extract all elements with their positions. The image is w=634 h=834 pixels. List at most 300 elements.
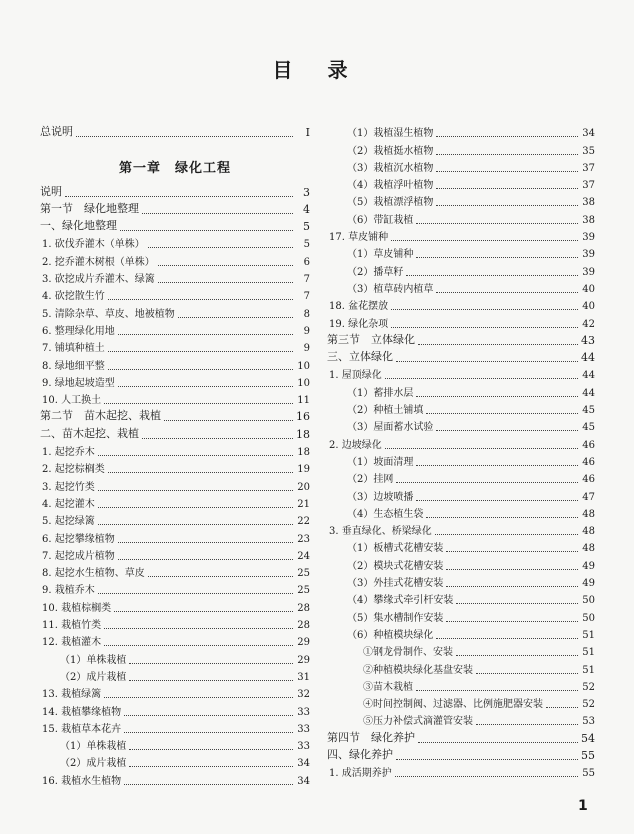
toc-entry[interactable]: [40, 735, 310, 752]
toc-entry[interactable]: [40, 458, 310, 475]
toc-entry[interactable]: [40, 752, 310, 769]
toc-entry[interactable]: [327, 433, 595, 450]
dot-leader: [436, 637, 578, 639]
toc-entry[interactable]: [40, 769, 310, 786]
toc-entry-page: 39: [582, 232, 595, 244]
toc-entry-page: 22: [297, 516, 310, 528]
toc-entry-label: 第四节 绿化养护: [327, 730, 415, 744]
toc-entry-label: 9. 栽植乔木: [42, 585, 95, 597]
toc-entry-page: 51: [582, 664, 595, 676]
toc-entry[interactable]: [327, 260, 595, 277]
dot-leader: [426, 516, 578, 518]
dot-leader: [65, 195, 293, 197]
dot-leader: [416, 222, 578, 224]
toc-entry[interactable]: [327, 208, 595, 225]
toc-entry[interactable]: [40, 285, 310, 302]
dot-leader: [418, 741, 578, 743]
toc-entry[interactable]: [327, 520, 595, 537]
toc-entry-label: 6. 起挖攀缘植物: [42, 533, 115, 545]
toc-entry-label: （6）带缸栽植: [347, 214, 414, 226]
toc-entry-page: 29: [297, 654, 310, 666]
toc-entry-page: 28: [297, 602, 310, 614]
toc-entry[interactable]: [40, 199, 310, 216]
toc-entry-page: 47: [582, 491, 595, 503]
toc-entry[interactable]: [40, 648, 310, 665]
toc-entry-page: 38: [582, 197, 595, 209]
toc-entry-page: 31: [297, 671, 310, 683]
toc-entry[interactable]: [40, 683, 310, 700]
dot-leader: [391, 239, 578, 241]
toc-entry[interactable]: [40, 700, 310, 717]
toc-entry-page: 49: [582, 578, 595, 590]
toc-entry-label: 1. 砍伐乔灌木（单株）: [42, 239, 145, 251]
toc-entry[interactable]: [327, 554, 595, 571]
dot-leader: [108, 298, 293, 300]
toc-entry-label: ③苗木栽植: [363, 681, 413, 693]
toc-entry-page: 45: [582, 422, 595, 434]
toc-entry-page: 6: [303, 256, 310, 268]
toc-entry-page: 5: [303, 239, 310, 251]
toc-entry-label: （2）播草籽: [347, 266, 404, 278]
toc-entry[interactable]: [327, 468, 595, 485]
toc-entry-label: 4. 砍挖散生竹: [42, 291, 105, 303]
toc-entry-label: 4. 起挖灌木: [42, 498, 95, 510]
toc-entry-label: （2）栽植挺水植物: [347, 145, 434, 157]
toc-entry-label: 第一节 绿化地整理: [40, 201, 139, 215]
toc-entry-label: 第二节 苗木起挖、栽植: [40, 409, 161, 423]
toc-entry-label: 12. 栽植灌木: [42, 637, 102, 649]
dot-leader: [104, 627, 293, 629]
toc-entry-label: ④时间控制阀、过滤器、比例施肥器安装: [363, 699, 543, 711]
toc-entry-page: 51: [582, 647, 595, 659]
toc-entry[interactable]: [327, 157, 595, 174]
toc-entry-page: 18: [296, 427, 310, 441]
dot-leader: [120, 229, 293, 231]
toc-entry-label: 13. 栽植绿篱: [42, 689, 102, 701]
toc-entry-page: 44: [582, 370, 595, 382]
toc-entry-label: 1. 屋顶绿化: [329, 370, 382, 382]
toc-entry-label: （6）种植模块绿化: [347, 629, 434, 641]
toc-entry[interactable]: [40, 268, 310, 285]
toc-entry-label: （1）单株栽植: [60, 654, 127, 666]
dot-leader: [114, 610, 293, 612]
dot-leader: [124, 714, 293, 716]
toc-entry[interactable]: [327, 139, 595, 156]
toc-entry-page: 44: [581, 351, 595, 365]
dot-leader: [416, 395, 578, 397]
toc-entry-label: 2. 起挖棕榈类: [42, 464, 105, 476]
toc-entry-page: 8: [303, 308, 310, 320]
toc-entry-label: 17. 草皮铺种: [329, 232, 389, 244]
toc-entry-page: 51: [582, 629, 595, 641]
toc-entry-label: 16. 栽植水生植物: [42, 775, 122, 787]
toc-entry-label: 2. 挖乔灌木树根（单株）: [42, 256, 155, 268]
toc-entry-label: （1）板槽式花槽安装: [347, 543, 444, 555]
toc-entry-page: 28: [297, 620, 310, 632]
toc-entry-label: 总说明: [40, 125, 73, 139]
toc-entry-label: （5）集水槽制作安装: [347, 612, 444, 624]
toc-entry-label: 10. 栽植棕榈类: [42, 602, 112, 614]
toc-entry-page: 46: [582, 439, 595, 451]
toc-entry-label: 7. 铺填种植土: [42, 343, 105, 355]
dot-leader: [98, 523, 293, 525]
dot-leader: [396, 758, 578, 760]
toc-entry-label: 1. 成活期养护: [329, 768, 392, 780]
toc-entry-page: 37: [582, 162, 595, 174]
dot-leader: [476, 723, 578, 725]
dot-leader: [178, 316, 293, 318]
toc-entry-page: 42: [582, 318, 595, 330]
toc-entry-page: 10: [297, 377, 310, 389]
toc-entry-label: 2. 边坡绿化: [329, 439, 382, 451]
toc-entry[interactable]: [327, 312, 595, 329]
toc-entry-page: 20: [297, 481, 310, 493]
toc-entry-label: （4）生态植生袋: [347, 508, 424, 520]
toc-entry-page: 7: [303, 291, 310, 303]
toc-entry-label: 3. 起挖竹类: [42, 481, 95, 493]
toc-entry-label: （4）栽植浮叶植物: [347, 180, 434, 192]
dot-leader: [436, 135, 578, 137]
toc-entry-label: 18. 盆花摆放: [329, 301, 389, 313]
toc-entry[interactable]: [40, 545, 310, 562]
toc-entry-page: 39: [582, 266, 595, 278]
toc-entry-label: （1）坡面清理: [347, 456, 414, 468]
toc-entry-page: 23: [297, 533, 310, 545]
toc-entry[interactable]: [40, 181, 310, 198]
dot-leader: [546, 706, 578, 708]
toc-entry-label: 7. 起挖成片植物: [42, 550, 115, 562]
toc-entry-label: 四、绿化养护: [327, 747, 393, 761]
toc-entry[interactable]: [327, 641, 595, 658]
dot-leader: [416, 689, 578, 691]
toc-entry[interactable]: [40, 122, 310, 139]
toc-entry[interactable]: [40, 302, 310, 319]
toc-entry-page: 52: [582, 681, 595, 693]
dot-leader: [435, 533, 578, 535]
toc-entry-label: （2）挂网: [347, 474, 394, 486]
toc-entry[interactable]: [327, 122, 595, 139]
toc-entry[interactable]: [40, 441, 310, 458]
dot-leader: [142, 212, 293, 214]
toc-entry[interactable]: [327, 295, 595, 312]
toc-entry-label: 11. 栽植竹类: [42, 620, 102, 632]
toc-entry-label: 一、绿化地整理: [40, 219, 117, 233]
toc-entry[interactable]: [40, 579, 310, 596]
toc-entry-page: 25: [297, 585, 310, 597]
toc-entry[interactable]: [327, 606, 595, 623]
dot-leader: [158, 264, 293, 266]
toc-entry[interactable]: [40, 718, 310, 735]
toc-entry[interactable]: [327, 485, 595, 502]
toc-entry-page: 32: [297, 689, 310, 701]
toc-entry-label: 8. 起挖水生植物、草皮: [42, 568, 145, 580]
toc-entry[interactable]: [327, 572, 595, 589]
toc-entry-label: 6. 整理绿化用地: [42, 325, 115, 337]
dot-leader: [391, 326, 578, 328]
dot-leader: [436, 291, 578, 293]
toc-entry[interactable]: [327, 624, 595, 641]
dot-leader: [164, 419, 293, 421]
dot-leader: [104, 644, 293, 646]
toc-entry-page: 54: [581, 731, 595, 745]
dot-leader: [148, 246, 293, 248]
toc-entry[interactable]: [327, 676, 595, 693]
dot-leader: [416, 499, 578, 501]
toc-entry-page: 16: [296, 410, 310, 424]
toc-entry-page: 48: [582, 543, 595, 555]
toc-entry-page: 29: [297, 637, 310, 649]
dot-leader: [104, 402, 293, 404]
toc-entry-page: 50: [582, 595, 595, 607]
toc-entry-page: 3: [303, 185, 310, 199]
toc-entry-page: 11: [297, 395, 310, 407]
toc-left-column: [40, 122, 310, 787]
toc-entry[interactable]: [40, 493, 310, 510]
dot-leader: [456, 602, 578, 604]
toc-entry-page: I: [305, 126, 310, 140]
toc-entry[interactable]: [40, 250, 310, 267]
toc-entry-page: 43: [581, 333, 595, 347]
toc-entry-page: 37: [582, 180, 595, 192]
toc-entry-page: 25: [297, 568, 310, 580]
dot-leader: [446, 550, 578, 552]
toc-entry[interactable]: [40, 337, 310, 354]
dot-leader: [418, 343, 578, 345]
dot-leader: [98, 489, 293, 491]
dot-leader: [142, 437, 293, 439]
toc-entry[interactable]: [327, 191, 595, 208]
toc-entry-page: 18: [297, 447, 310, 459]
spacer: [40, 139, 310, 151]
dot-leader: [436, 187, 578, 189]
dot-leader: [108, 471, 293, 473]
toc-entry[interactable]: [40, 510, 310, 527]
dot-leader: [118, 558, 293, 560]
toc-entry-label: 15. 栽植草本花卉: [42, 723, 122, 735]
toc-entry-label: 3. 垂直绿化、桥梁绿化: [329, 526, 432, 538]
toc-entry-page: 50: [582, 612, 595, 624]
toc-entry[interactable]: [327, 537, 595, 554]
toc-entry-label: 第三节 立体绿化: [327, 332, 415, 346]
toc-entry-label: （3）外挂式花槽安装: [347, 578, 444, 590]
toc-entry[interactable]: [40, 475, 310, 492]
toc-entry[interactable]: [40, 614, 310, 631]
toc-entry[interactable]: [40, 233, 310, 250]
toc-entry-label: ⑤压力补偿式滴灌管安装: [363, 716, 473, 728]
dot-leader: [98, 506, 293, 508]
toc-entry-page: 53: [582, 716, 595, 728]
dot-leader: [436, 204, 578, 206]
toc-entry-page: 7: [303, 274, 310, 286]
dot-leader: [391, 308, 578, 310]
toc-entry[interactable]: [40, 372, 310, 389]
toc-entry-label: 9. 绿地起坡造型: [42, 377, 115, 389]
toc-entry[interactable]: [327, 330, 595, 347]
toc-entry[interactable]: [327, 416, 595, 433]
dot-leader: [98, 592, 293, 594]
toc-entry-page: 45: [582, 405, 595, 417]
dot-leader: [446, 620, 578, 622]
dot-leader: [436, 429, 578, 431]
toc-entry-page: 39: [582, 249, 595, 261]
toc-entry-page: 9: [303, 325, 310, 337]
toc-entry[interactable]: [40, 320, 310, 337]
toc-entry-page: 55: [582, 768, 595, 780]
page-title: 目 录: [272, 58, 362, 82]
toc-entry-label: 5. 清除杂草、草皮、地被植物: [42, 308, 175, 320]
toc-entry-page: 48: [582, 526, 595, 538]
dot-leader: [406, 274, 578, 276]
toc-entry-label: （2）成片栽植: [60, 671, 127, 683]
toc-entry-page: 46: [582, 474, 595, 486]
toc-entry-label: 5. 起挖绿篱: [42, 516, 95, 528]
dot-leader: [124, 783, 293, 785]
toc-entry[interactable]: [327, 399, 595, 416]
dot-leader: [385, 377, 578, 379]
toc-entry-page: 55: [581, 748, 595, 762]
dot-leader: [118, 541, 293, 543]
toc-entry-label: （1）栽植湿生植物: [347, 128, 434, 140]
toc-entry-page: 19: [297, 464, 310, 476]
toc-entry[interactable]: [40, 596, 310, 613]
toc-entry-page: 48: [582, 508, 595, 520]
toc-right-column: [327, 122, 595, 779]
toc-entry-label: ②种植模块绿化基盘安装: [363, 664, 473, 676]
toc-entry[interactable]: [327, 658, 595, 675]
toc-entry[interactable]: [327, 364, 595, 381]
toc-entry[interactable]: [327, 762, 595, 779]
dot-leader: [124, 731, 293, 733]
dot-leader: [129, 748, 293, 750]
toc-entry[interactable]: [327, 243, 595, 260]
dot-leader: [129, 765, 293, 767]
toc-entry[interactable]: [327, 381, 595, 398]
toc-entry[interactable]: [327, 226, 595, 243]
dot-leader: [98, 454, 293, 456]
toc-entry-page: 34: [297, 758, 310, 770]
dot-leader: [108, 350, 293, 352]
toc-entry[interactable]: [327, 693, 595, 710]
toc-entry-label: （3）栽植沉水植物: [347, 162, 434, 174]
dot-leader: [118, 385, 293, 387]
dot-leader: [456, 654, 578, 656]
dot-leader: [416, 256, 578, 258]
toc-entry[interactable]: [40, 354, 310, 371]
toc-entry[interactable]: [40, 423, 310, 440]
toc-entry[interactable]: [327, 174, 595, 191]
toc-entry[interactable]: [327, 710, 595, 727]
toc-entry[interactable]: [40, 406, 310, 423]
toc-entry-page: 52: [582, 699, 595, 711]
toc-entry-label: （2）成片栽植: [60, 758, 127, 770]
toc-entry-label: 3. 砍挖成片乔灌木、绿篱: [42, 274, 155, 286]
toc-entry[interactable]: [40, 527, 310, 544]
toc-entry-label: （3）植草砖内植草: [347, 283, 434, 295]
toc-entry-page: 10: [297, 360, 310, 372]
toc-entry-page: 49: [582, 560, 595, 572]
toc-entry[interactable]: [327, 727, 595, 744]
dot-leader: [436, 170, 578, 172]
toc-entry[interactable]: [40, 216, 310, 233]
toc-entry-label: 二、苗木起挖、栽植: [40, 426, 139, 440]
dot-leader: [118, 333, 293, 335]
toc-entry-label: 19. 绿化杂项: [329, 318, 389, 330]
toc-entry[interactable]: [40, 631, 310, 648]
toc-entry-label: 说明: [40, 184, 62, 198]
toc-entry-label: （3）屋面蓄水试验: [347, 422, 434, 434]
dot-leader: [396, 360, 578, 362]
toc-entry-label: 14. 栽植攀缘植物: [42, 706, 122, 718]
dot-leader: [129, 662, 293, 664]
toc-entry-label: ①钢龙骨制作、安装: [363, 647, 453, 659]
toc-entry-page: 5: [303, 220, 310, 234]
dot-leader: [148, 575, 293, 577]
toc-entry-page: 40: [582, 283, 595, 295]
toc-entry-label: （5）栽植漂浮植物: [347, 197, 434, 209]
toc-entry-page: 38: [582, 214, 595, 226]
toc-entry-page: 44: [582, 387, 595, 399]
toc-entry-label: 10. 人工换土: [42, 395, 102, 407]
toc-entry-page: 24: [297, 550, 310, 562]
page-number: 1: [578, 798, 588, 814]
dot-leader: [426, 412, 578, 414]
toc-entry[interactable]: [327, 745, 595, 762]
toc-entry[interactable]: [327, 347, 595, 364]
toc-entry[interactable]: [327, 503, 595, 520]
dot-leader: [76, 135, 293, 137]
toc-entry[interactable]: [40, 562, 310, 579]
toc-entry[interactable]: [40, 666, 310, 683]
toc-entry-page: 21: [297, 498, 310, 510]
toc-entry[interactable]: [327, 278, 595, 295]
chapter-heading: 第一章 绿化工程: [118, 160, 231, 176]
toc-entry-page: 34: [297, 775, 310, 787]
toc-entry-page: 33: [297, 723, 310, 735]
dot-leader: [476, 672, 578, 674]
toc-entry-page: 33: [297, 706, 310, 718]
toc-entry-page: 4: [303, 202, 310, 216]
dot-leader: [108, 368, 293, 370]
toc-entry-page: 33: [297, 741, 310, 753]
toc-entry-label: 8. 绿地细平整: [42, 360, 105, 372]
toc-entry-label: 三、立体绿化: [327, 350, 393, 364]
toc-entry-page: 9: [303, 343, 310, 355]
toc-entry-label: （1）单株栽植: [60, 741, 127, 753]
toc-entry-page: 34: [582, 128, 595, 140]
dot-leader: [436, 153, 578, 155]
toc-entry-label: （1）蓄排水层: [347, 387, 414, 399]
toc-entry[interactable]: [327, 451, 595, 468]
toc-entry-page: 35: [582, 145, 595, 157]
toc-entry-label: （1）草皮铺种: [347, 249, 414, 261]
dot-leader: [385, 447, 578, 449]
toc-entry-label: （2）种植土铺填: [347, 405, 424, 417]
dot-leader: [395, 775, 578, 777]
dot-leader: [129, 679, 293, 681]
dot-leader: [446, 585, 578, 587]
dot-leader: [158, 281, 293, 283]
toc-entry-label: 1. 起挖乔木: [42, 447, 95, 459]
toc-entry-page: 40: [582, 301, 595, 313]
toc-entry-label: （4）攀缘式牵引杆安装: [347, 595, 454, 607]
dot-leader: [416, 464, 578, 466]
toc-entry-label: （3）边坡喷播: [347, 491, 414, 503]
toc-entry[interactable]: [40, 389, 310, 406]
toc-entry-page: 46: [582, 456, 595, 468]
dot-leader: [396, 481, 578, 483]
toc-entry-label: （2）模块式花槽安装: [347, 560, 444, 572]
toc-entry[interactable]: [327, 589, 595, 606]
